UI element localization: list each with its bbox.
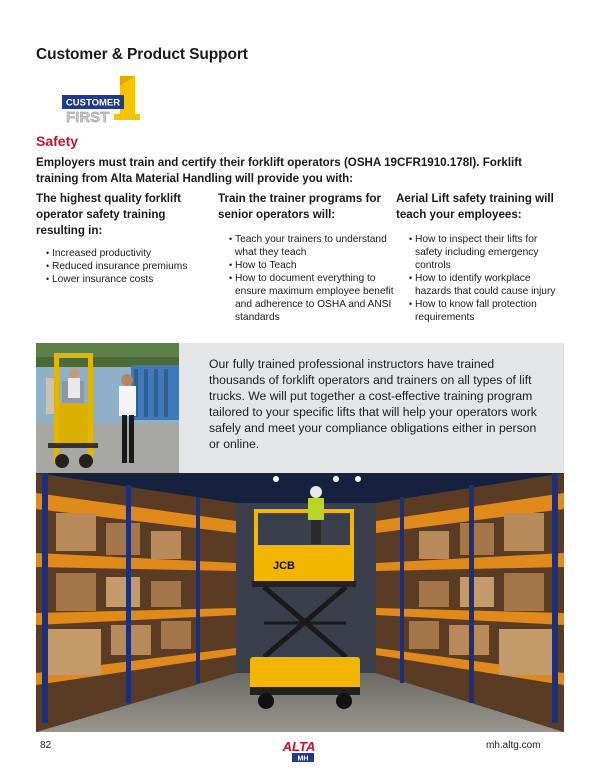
intro-paragraph: Employers must train and certify their forklift operators (OSHA 19CFR1910.178l). Forklift training from Alta Material Handling will provide you with:	[36, 156, 522, 185]
list-item: • Teach your trainers to understand what they teach	[229, 233, 394, 259]
list-item: • How to identify workplace hazards that could cause injury	[409, 272, 559, 298]
list-item: • How to inspect their lifts for safety including emergency controls	[409, 233, 559, 272]
column3-heading: Aerial Lift safety training will teach your employees:	[396, 192, 554, 221]
lift-brand-label: JCB	[273, 560, 296, 572]
section-heading-safety: Safety	[36, 133, 79, 149]
list-item: • Increased productivity	[46, 247, 196, 260]
alta-logo-sub: MH	[297, 755, 309, 763]
logo-line1: CUSTOMER	[65, 97, 121, 109]
column3-list	[409, 233, 559, 324]
band-paragraph: Our fully trained professional instructors have trained thousands of forklift operators and trainers on all types of lift trucks. We will put together a cost-effective training program tailored to your specific lifts that will help your operators work safely and meet your compliance obligations either in person or online.	[209, 357, 537, 451]
customer-first-logo	[62, 76, 140, 124]
page-number: 82	[40, 740, 52, 751]
list-item: • How to know fall protection requirements	[409, 298, 559, 324]
page-title: Customer & Product Support	[36, 46, 248, 63]
column1-heading: The highest quality forklift operator safety training resulting in:	[36, 192, 181, 237]
list-item: • Lower insurance costs	[46, 273, 196, 286]
list-item: • Reduced insurance premiums	[46, 260, 196, 273]
logo-line2: FIRST	[66, 109, 110, 124]
warehouse-scissor-lift-photo	[36, 473, 564, 732]
column2-heading: Train the trainer programs for senior operators will:	[218, 192, 381, 221]
website-url: mh.altg.com	[486, 740, 541, 751]
alta-logo	[276, 738, 322, 764]
list-item: • How to Teach	[229, 259, 394, 272]
column2-list	[229, 233, 394, 324]
list-item: • How to document everything to ensure maximum employee benefit and adherence to OSHA and ANSI standards	[229, 272, 394, 324]
column1-list	[46, 247, 196, 286]
forklift-training-photo	[36, 343, 179, 473]
alta-logo-text: ALTA	[282, 739, 316, 754]
